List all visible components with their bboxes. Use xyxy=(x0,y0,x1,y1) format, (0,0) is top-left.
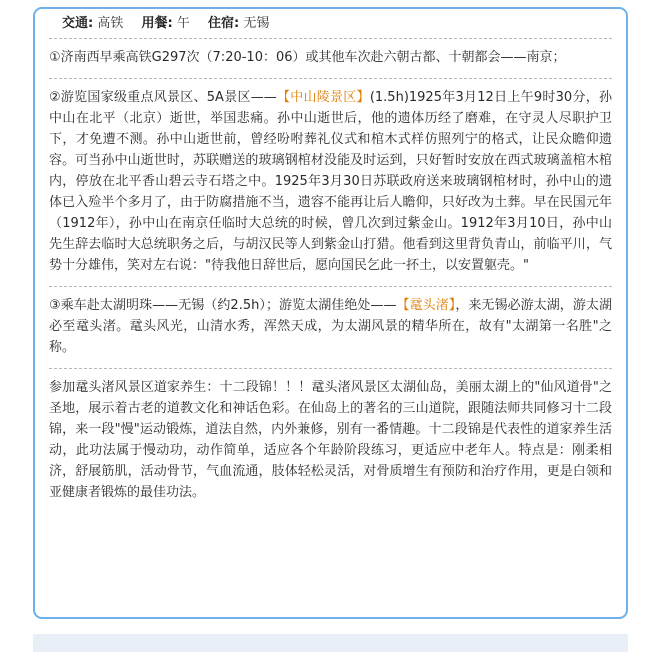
transport-info xyxy=(62,16,128,31)
itinerary-item-1 xyxy=(49,38,612,78)
stay-value: 无锡 xyxy=(243,16,270,31)
item-text: ，来无锡必游太湖，游太湖必至鼋头渚。鼋头风光，山清水秀，浑然天成，为太湖风景的精华所在，故有"太湖第一名胜"之称。 xyxy=(49,298,612,355)
item-text: ③乘车赴太湖明珠——无锡（约2.5h）；游览太湖佳绝处—— xyxy=(49,298,397,313)
scenic-spot-link-zhongshanling[interactable]: 【中山陵景区】 xyxy=(276,90,370,105)
itinerary-item-3 xyxy=(49,286,612,368)
next-section-strip xyxy=(33,634,628,652)
item-text: 参加鼋头渚风景区道家养生：十二段锦！！！鼋头渚风景区太湖仙岛，美丽太湖上的"仙风道骨"之圣地，展示着古老的道教文化和神话色彩。在仙岛上的著名的三山道院，跟随法师共同修习十二段锦，来一段"慢"运动锻炼，道法自然，内外兼修，别有一番情趣。十二段锦是代表性的道家养生活动，此功法属于慢动功，动作简单，适应各个年龄阶段练习，更适应中老年人。特点是：刚柔相济，舒展筋肌，活动骨节，气血流通，肢体轻松灵活，对骨质增生有预防和治疗作用，更是白领和亚健康者锻炼的最佳功法。 xyxy=(49,380,612,500)
meal-value: 午 xyxy=(176,16,190,31)
transport-label: 交通: xyxy=(62,16,94,31)
stay-label: 住宿: xyxy=(208,16,240,31)
itinerary-item-2 xyxy=(49,78,612,286)
item-text: ②游览国家级重点风景区、5A景区—— xyxy=(49,90,277,105)
meal-label: 用餐: xyxy=(141,16,173,31)
day-info-header xyxy=(35,9,626,38)
itinerary-item-4 xyxy=(49,368,612,513)
stay-info xyxy=(208,16,269,31)
item-text: (1.5h)1925年3月12日上午9时30分，孙中山在北平（北京）逝世，举国悲痛。孙中山逝世后，他的遗体历经了磨难，在守灵人尽职护卫下，才免遭不测。孙中山逝世前，曾经吩咐葬礼仪式和棺木式样仿照列宁的格式，让民众瞻仰遗容。可当孙中山逝世时，苏联赠送的玻璃钢棺材没能及时运到，只好暂时安放在西式玻璃盖棺木棺内，停放在北平香山碧云寺石塔之中。1925年3月30日苏联政府送来玻璃钢棺材时，孙中山的遗体已入殓半个多月了，由于防腐措施不当，遗容不能再让后人瞻仰，只好改为土葬。早在民国元年（1912年），孙中山在南京任临时大总统的时候，曾几次到过紫金山。1912年3月10日，孙中山先生辞去临时大总统职务之后，与胡汉民等人到紫金山打猎。他看到这里背负青山，前临平川，气势十分雄伟，笑对左右说："待我他日辞世后，愿向国民乞此一抔土，以安置躯壳。" xyxy=(49,90,612,273)
scenic-spot-link-yuantouzhu[interactable]: 【鼋头渚】 xyxy=(396,298,456,313)
itinerary-card xyxy=(33,7,628,619)
meal-info xyxy=(142,16,195,31)
transport-value: 高铁 xyxy=(97,16,124,31)
item-text: ①济南西早乘高铁G297次（7:20-10：06）或其他车次赴六朝古都、十朝都会——南京； xyxy=(49,50,566,65)
